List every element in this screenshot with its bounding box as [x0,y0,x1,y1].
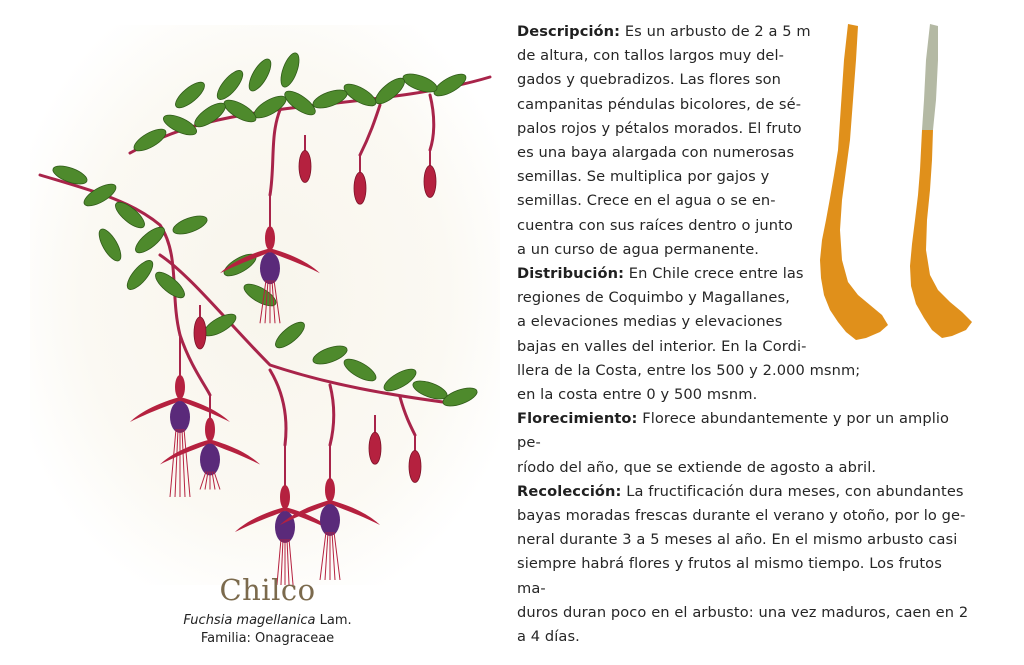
text-line: siempre habrá flores y frutos al mismo tiempo. Los frutos ma- [517,555,942,597]
stem [270,370,286,445]
text-line: en la costa entre 0 y 500 msnm. [517,386,758,404]
leaf [112,198,149,232]
stem [430,95,434,150]
flower-bud [354,172,366,204]
text-line: semillas. Crece en el agua o se en- [517,192,776,210]
text-line: ríodo del año, que se extiende de agosto a abril. [517,458,877,476]
flower-bud [194,317,206,349]
text-line: duros duran poco en el arbusto: una vez maduros, caen en 2 [517,603,969,621]
flower-tube [280,485,290,509]
section-florecimiento [517,407,975,480]
section-heading: Recolección: [517,482,622,500]
leaf [221,96,259,126]
text-line: bajas en valles del interior. En la Cordi- [517,337,807,355]
stem [330,385,334,445]
text-line: bayas moradas frescas durante el verano y otoño, por lo ge- [517,507,966,525]
leaf [277,51,302,90]
leaf [131,125,169,155]
flower-petals [170,401,190,433]
text-line: cuentra con sus raíces dentro o junto [517,216,793,234]
text-line: a un curso de agua permanente. [517,240,760,258]
leaf [123,257,157,294]
flower-bud [299,151,311,183]
text-line: a 4 días. [517,628,580,646]
flower-tube [325,478,335,502]
text-line: semillas. Se multiplica por gajos y [517,168,770,186]
common-name: Chilco [219,573,316,607]
leaf [341,355,379,385]
section-descripcion [517,20,975,262]
scientific-name: Fuchsia magellanica [183,613,316,628]
leaf [272,318,309,352]
leaf [372,74,409,108]
text-line: neral durante 3 a 5 meses al año. En el mismo arbusto casi [517,531,958,549]
leaf [81,180,119,210]
section-distribucion [517,262,975,407]
leaf [245,56,275,94]
section-heading: Distribución: [517,265,625,283]
leaf [311,342,350,367]
text-line: de altura, con tallos largos muy del- [517,47,785,65]
text-line: regiones de Coquimbo y Magallanes, [517,289,790,307]
leaf [311,86,350,111]
text-line: Es un arbusto de 2 a 5 m [624,23,811,40]
flower-bud [369,432,381,464]
flower-tube [205,418,215,442]
flower-petals [320,504,340,536]
leaf [191,99,229,131]
stem [360,105,380,155]
section-heading: Florecimiento: [517,410,638,428]
section-recoleccion [517,480,975,649]
species-caption [120,612,415,648]
text-line: campanitas péndulas bicolores, de sé- [517,95,802,113]
author-abbrev: Lam. [319,613,352,628]
text-line: es una baya alargada con numerosas [517,144,795,162]
flower-tube [265,226,275,250]
leaf [441,384,480,409]
text-line: a elevaciones medias y elevaciones [517,313,783,331]
leaf [381,365,419,395]
fuchsia-drawing [30,25,500,585]
leaf [172,78,209,112]
fuchsia-illustration [30,25,500,585]
flower-bud [409,451,421,483]
text-line: llera de la Costa, entre los 500 y 2.000 msnm; [517,361,861,379]
leaf [132,223,169,257]
flower-petals [200,444,220,476]
description-text [517,20,975,649]
flower-petals [260,252,280,284]
leaf [251,92,289,122]
flower-tube [175,375,185,399]
stem [270,110,280,195]
text-line: Florece abundantemente y por un amplio pe- [517,410,950,452]
text-line: En Chile crece entre las [628,265,804,283]
flower-bud [424,166,436,198]
stem [400,397,415,435]
leaf [95,226,125,264]
leaf [171,212,210,237]
section-heading: Descripción: [517,23,621,40]
text-line: gados y quebradizos. Las flores son [517,71,782,89]
text-line: palos rojos y pétalos morados. El fruto [517,119,802,137]
leaf [213,67,247,104]
text-line: La fructificación dura meses, con abundantes [626,482,964,500]
family-label: Familia: Onagraceae [200,631,335,646]
